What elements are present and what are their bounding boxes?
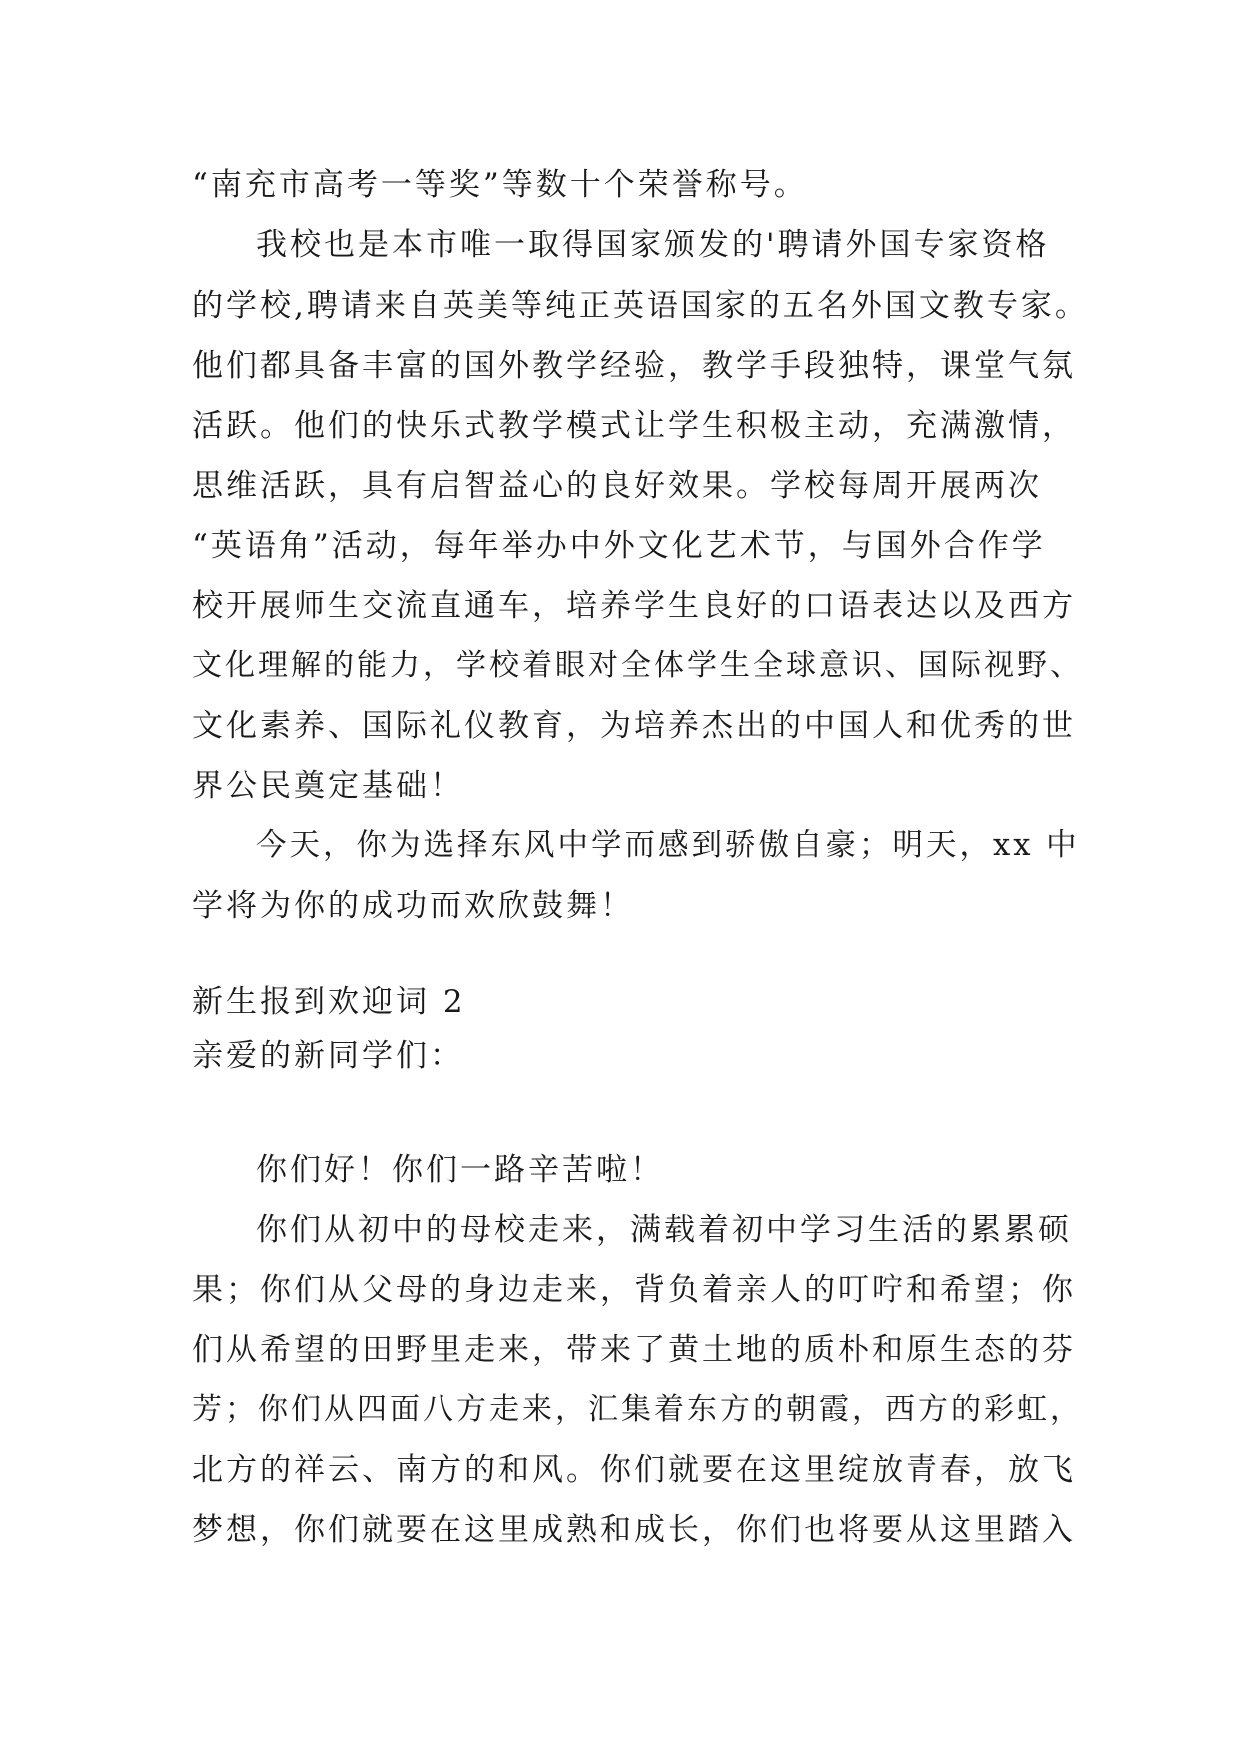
text-line: 你们从初中的母校走来，满载着初中学习生活的累累硕 [256, 1212, 1072, 1248]
text-line: 果；你们从父母的身边走来，背负着亲人的叮咛和希望；你 [192, 1272, 1076, 1308]
text-line: 的学校,聘请来自英美等纯正英语国家的五名外国文教专家。 [192, 288, 1089, 324]
text-line: 们从希望的田野里走来，带来了黄土地的质朴和原生态的芬 [192, 1332, 1076, 1368]
text-line: 文化素养、国际礼仪教育，为培养杰出的中国人和优秀的世 [192, 708, 1076, 744]
salutation: 亲爱的新同学们： [192, 1038, 464, 1074]
text-line: 北方的祥云、南方的和风。你们就要在这里绽放青春，放飞 [192, 1452, 1076, 1488]
text-line: “英语角”活动，每年举办中外文化艺术节，与国外合作学 [192, 528, 1046, 564]
text-line: 活跃。他们的快乐式教学模式让学生积极主动，充满激情， [192, 408, 1076, 444]
text-line: 思维活跃，具有启智益心的良好效果。学校每周开展两次 [192, 468, 1042, 504]
text-line: 你们好！你们一路辛苦啦！ [256, 1152, 664, 1188]
text-line: 文化理解的能力，学校着眼对全体学生全球意识、国际视野、 [192, 648, 1083, 683]
text-line: 梦想，你们就要在这里成熟和成长，你们也将要从这里踏入 [192, 1512, 1076, 1548]
text-line: 他们都具备丰富的国外教学经验，教学手段独特，课堂气氛 [192, 348, 1076, 384]
section-heading: 新生报到欢迎词 2 [192, 984, 466, 1020]
text-line: 芳；你们从四面八方走来，汇集着东方的朝霞，西方的彩虹， [192, 1392, 1083, 1427]
text-line: 界公民奠定基础！ [192, 768, 464, 804]
text-line: 我校也是本市唯一取得国家颁发的'聘请外国专家资格 [256, 227, 1050, 263]
text-line: 校开展师生交流直通车，培养学生良好的口语表达以及西方 [192, 588, 1076, 624]
text-line: 今天，你为选择东风中学而感到骄傲自豪；明天，xx 中 [256, 828, 1080, 863]
text-line: “南充市高考一等奖”等数十个荣誉称号。 [192, 167, 808, 203]
text-line: 学将为你的成功而欢欣鼓舞！ [192, 888, 634, 924]
